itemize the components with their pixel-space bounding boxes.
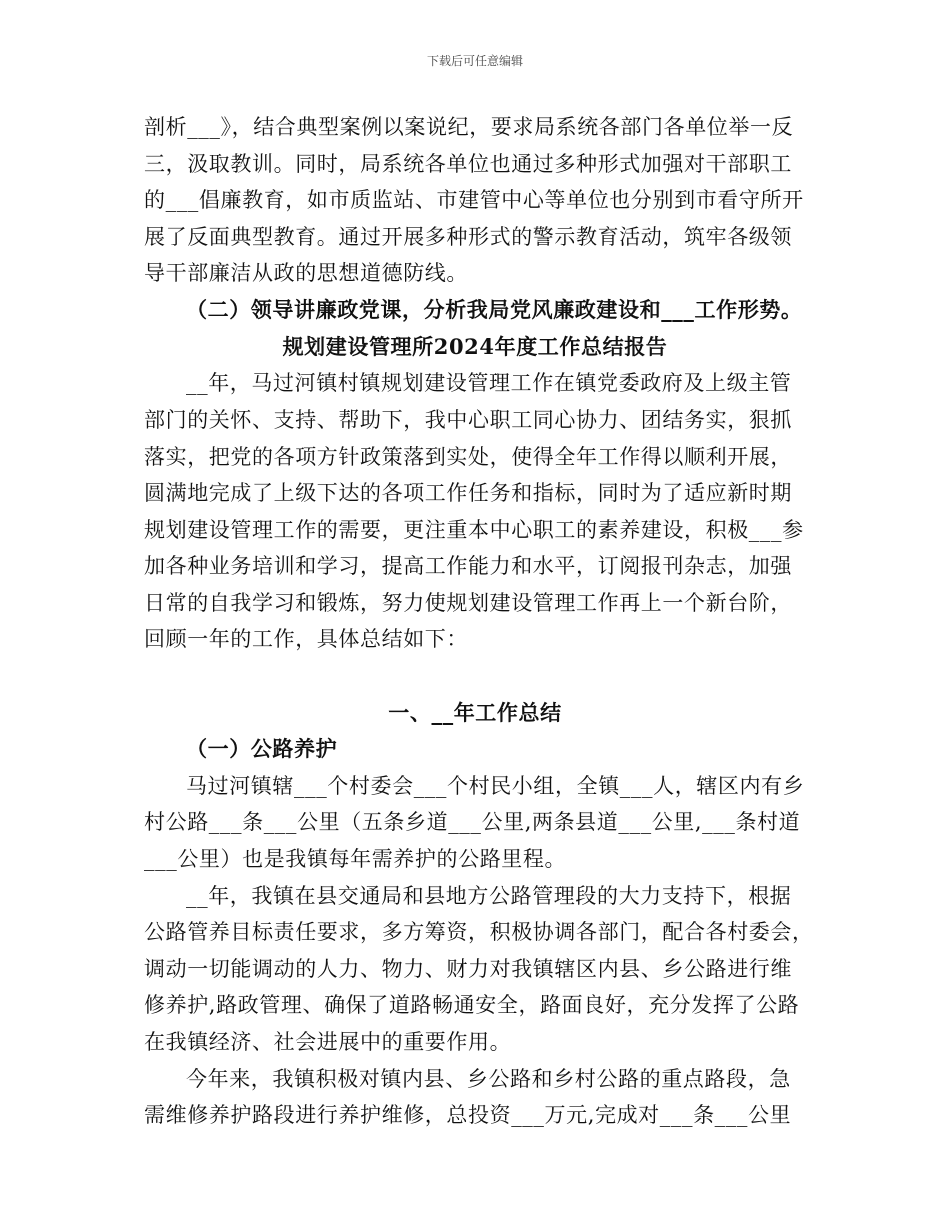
paragraph-line: 规划建设管理工作的需要，更注重本中心职工的素养建设，积极___参 [144,518,804,542]
paragraph-line: 在我镇经济、社会进展中的重要作用。 [144,1030,512,1054]
paragraph-line: 剖析___》，结合典型案例以案说纪，要求局系统各部门各单位举一反 [144,115,794,139]
paragraph-line: 回顾一年的工作，具体总结如下： [144,627,468,651]
paragraph-line: 三，汲取教训。同时，局系统各单位也通过多种形式加强对干部职工 [144,152,792,176]
report-title: 规划建设管理所2024年度工作总结报告 [282,334,668,359]
paragraph-line: 展了反面典型教育。通过开展多种形式的警示教育活动，筑牢各级领 [144,225,792,249]
paragraph-line: 落实，把党的各项方针政策落到实处，使得全年工作得以顺利开展， [144,445,792,469]
paragraph-line: 日常的自我学习和锻炼，努力使规划建设管理工作再上一个新台阶， [144,591,792,615]
paragraph-line: 村公路___条___公里（五条乡道___公里,两条县道___公里,___条村道 [144,810,801,834]
paragraph-line: 公路管养目标责任要求，多方筹资，积极协调各部门，配合各村委会， [144,920,814,944]
paragraph-line: 马过河镇辖___个村委会___个村民小组，全镇___人，辖区内有乡 [186,774,805,798]
paragraph-line: 部门的关怀、支持、帮助下，我中心职工同心协力、团结务实，狠抓 [144,408,792,432]
paragraph-line: ___公里）也是我镇每年需养护的公路里程。 [144,847,567,871]
paragraph-line: 导干部廉洁从政的思想道德防线。 [144,261,468,285]
subsection-heading: （一）公路养护 [186,736,338,761]
paragraph-line: __年，马过河镇村镇规划建设管理工作在镇党委政府及上级主管 [186,371,792,395]
paragraph-line: 加各种业务培训和学习，提高工作能力和水平，订阅报刊杂志，加强 [144,554,792,578]
section-heading: （二）领导讲廉政党课，分析我局党风廉政建设和___工作形势。 [186,297,803,322]
paragraph-line: 修养护,路政管理、确保了道路畅通安全，路面良好，充分发挥了公路 [144,993,800,1017]
paragraph-line: 需维修养护路段进行养护维修，总投资___万元,完成对___条___公里 [144,1103,792,1127]
paragraph-line: __年，我镇在县交通局和县地方公路管理段的大力支持下，根据 [186,884,792,908]
page-header: 下载后可任意编辑 [426,54,523,68]
paragraph-line: 今年来，我镇积极对镇内县、乡公路和乡村公路的重点路段，急 [186,1067,791,1091]
paragraph-line: 调动一切能调动的人力、物力、财力对我镇辖区内县、乡公路进行维 [144,957,792,981]
section-heading: 一、__年工作总结 [388,700,562,725]
paragraph-line: 圆满地完成了上级下达的各项工作任务和指标，同时为了适应新时期 [144,481,792,505]
paragraph-line: 的___倡廉教育，如市质监站、市建管中心等单位也分别到市看守所开 [144,188,804,212]
